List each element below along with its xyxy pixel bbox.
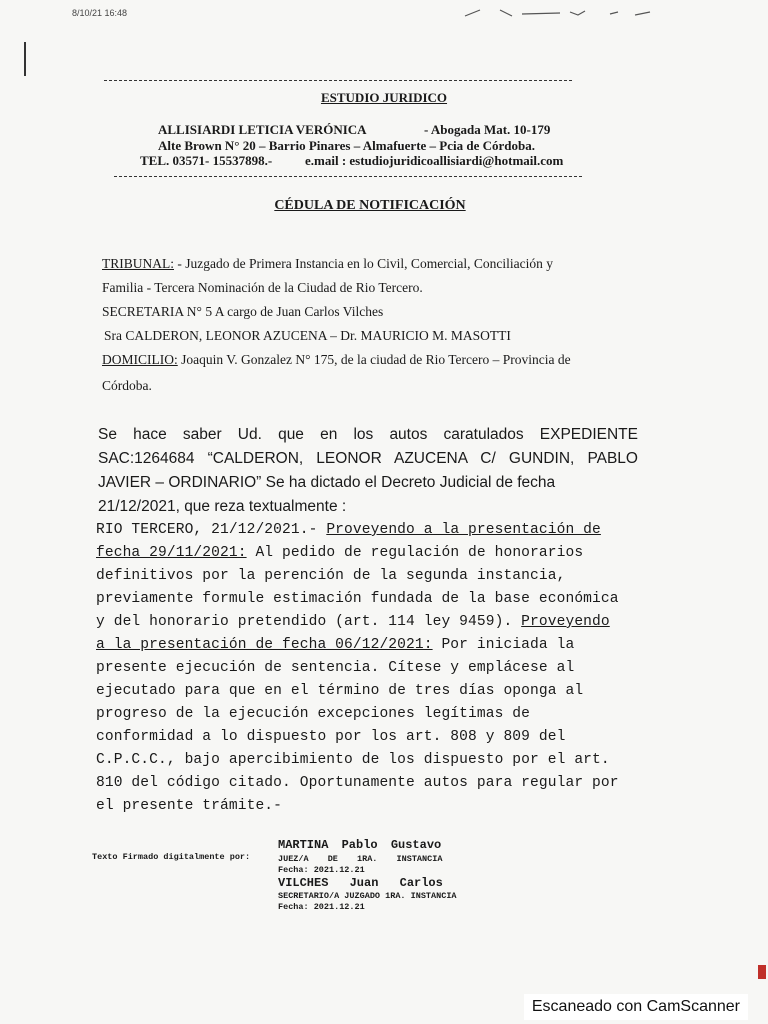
notice-line-4: 21/12/2021, que reza textualmente : bbox=[98, 498, 347, 515]
tribunal-line bbox=[102, 256, 553, 272]
tribunal-label: TRIBUNAL: bbox=[102, 256, 174, 271]
decree-line-13: el presente trámite.- bbox=[96, 798, 283, 814]
letterhead-title: ESTUDIO JURIDICO bbox=[320, 90, 448, 105]
signer-1-name: MARTINA Pablo Gustavo bbox=[278, 838, 442, 852]
decree-line-9: progreso de la ejecución excepciones legítimas de bbox=[96, 706, 531, 722]
decree-line-6 bbox=[96, 637, 574, 653]
signer-1-date: Fecha: 2021.12.21 bbox=[278, 865, 365, 875]
signer-2-role: SECRETARIO/A JUZGADO 1RA. INSTANCIA bbox=[278, 891, 457, 901]
decree-line-7: presente ejecución de sentencia. Cítese y emplácese al bbox=[96, 660, 575, 676]
decree-line-2 bbox=[96, 545, 583, 561]
domicilio-line-2: Córdoba. bbox=[102, 378, 152, 393]
decree-text-6: Por iniciada la bbox=[432, 637, 575, 653]
decree-line-5 bbox=[96, 614, 610, 630]
signature-label: Texto Firmado digitalmente por: bbox=[92, 852, 251, 862]
signer-2-name: VILCHES Juan Carlos bbox=[278, 876, 443, 890]
lawyer-registration: - Abogada Mat. 10-179 bbox=[424, 122, 551, 137]
domicilio-label: DOMICILIO: bbox=[102, 352, 178, 367]
lawyer-address: Alte Brown N° 20 – Barrio Pinares – Almafuerte – Pcia de Córdoba. bbox=[158, 138, 535, 153]
decree-line-3: definitivos por la perención de la segunda instancia, bbox=[96, 568, 566, 584]
red-edge-mark bbox=[758, 965, 766, 979]
document-heading: CÉDULA DE NOTIFICACIÓN bbox=[274, 198, 466, 213]
lawyer-phone: TEL. 03571- 15537898.- bbox=[140, 153, 273, 168]
notice-line-2: SAC:1264684 “CALDERON, LEONOR AZUCENA C/ GUNDIN, PABLO bbox=[98, 450, 638, 467]
lawyer-name: ALLISIARDI LETICIA VERÓNICA bbox=[158, 122, 367, 137]
decree-text-5: y del honorario pretendido (art. 114 ley 9459). bbox=[96, 614, 522, 630]
decree-line-8: ejecutado para que en el término de tres días oponga al bbox=[96, 683, 584, 699]
letterhead-bottom-rule bbox=[114, 176, 582, 177]
pen-scribble-marks bbox=[460, 6, 660, 20]
scan-timestamp: 8/10/21 16:48 bbox=[72, 8, 128, 18]
tribunal-text: - Juzgado de Primera Instancia en lo Civil, Comercial, Conciliación y bbox=[174, 256, 554, 271]
letterhead-top-rule bbox=[104, 80, 572, 81]
decree-text-2: Al pedido de regulación de honorarios bbox=[246, 545, 584, 561]
notice-line-3: JAVIER – ORDINARIO” Se ha dictado el Decreto Judicial de fecha bbox=[98, 474, 556, 491]
decree-line-10: conformidad a lo dispuesto por los art. 808 y 809 del bbox=[96, 729, 566, 745]
domicilio-line bbox=[102, 352, 571, 368]
decree-line-11: C.P.C.C., bajo apercibimiento de los dispuesto por el art. bbox=[96, 752, 610, 768]
camscanner-watermark: Escaneado con CamScanner bbox=[524, 994, 748, 1020]
decree-fecha-1: fecha 29/11/2021: bbox=[96, 545, 247, 561]
lawyer-email: e.mail : estudiojuridicoallisiardi@hotmail.com bbox=[305, 153, 564, 168]
decree-fecha-2: a la presentación de fecha 06/12/2021: bbox=[96, 637, 433, 653]
decree-proveyendo-2: Proveyendo bbox=[521, 614, 610, 630]
notice-line-1: Se hace saber Ud. que en los autos caratulados EXPEDIENTE bbox=[98, 426, 638, 443]
domicilio-text: Joaquin V. Gonzalez N° 175, de la ciudad de Rio Tercero – Provincia de bbox=[177, 352, 571, 367]
decree-line-1 bbox=[96, 522, 601, 538]
decree-line-4: previamente formule estimación fundada de la base económica bbox=[96, 591, 619, 607]
secretaria-line: SECRETARIA N° 5 A cargo de Juan Carlos Vilches bbox=[102, 304, 384, 319]
recipient-line: Sra CALDERON, LEONOR AZUCENA – Dr. MAURICIO M. MASOTTI bbox=[104, 328, 511, 343]
signer-1-role: JUEZ/A DE 1RA. INSTANCIA bbox=[278, 854, 443, 864]
decree-date: RIO TERCERO, 21/12/2021.- bbox=[96, 522, 327, 538]
signer-2-date: Fecha: 2021.12.21 bbox=[278, 902, 365, 912]
decree-line-12: 810 del código citado. Oportunamente autos para regular por bbox=[96, 775, 619, 791]
tribunal-line-2: Familia - Tercera Nominación de la Ciudad de Rio Tercero. bbox=[102, 280, 423, 295]
decree-proveyendo-1: Proveyendo a la presentación de bbox=[326, 522, 601, 538]
margin-mark bbox=[22, 40, 28, 80]
